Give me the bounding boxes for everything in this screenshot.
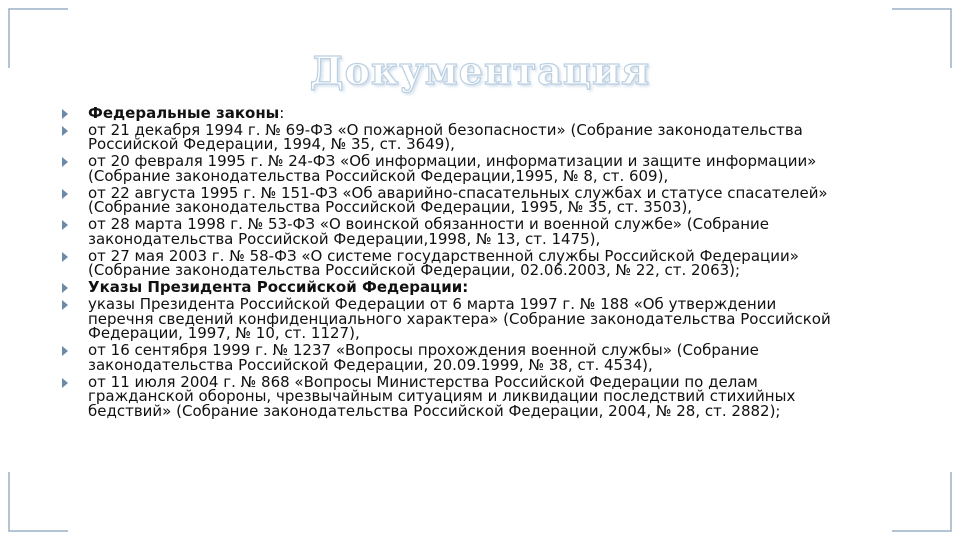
list-item-text: от 11 июля 2004 г. № 868 «Вопросы Министерства Российской Федерации по делам гражданской обороны, чрезвычайным ситуациям и ликвидации последствий стихийных бедствий» (Собрание законодательства Российской Федерации, 2004, № 28, ст. 2882); bbox=[88, 372, 796, 420]
list-item bbox=[62, 297, 832, 341]
list-item-heading: Указы Президента Российской Федерации: bbox=[88, 278, 469, 297]
list-item bbox=[62, 246, 832, 280]
list-item bbox=[62, 183, 832, 217]
list-item-text: от 16 сентября 1999 г. № 1237 «Вопросы прохождения военной службы» (Собрание законодательства Российской Федерации, 20.09.1999, № 38, ст. 4534), bbox=[88, 341, 759, 374]
list-item bbox=[62, 280, 832, 295]
list-item-text: : bbox=[279, 104, 285, 122]
bullet-arrow-icon bbox=[62, 189, 68, 199]
bullet-arrow-icon bbox=[62, 109, 68, 119]
legal-documents-list bbox=[62, 106, 832, 421]
list-item-heading: Федеральные законы bbox=[88, 104, 280, 122]
list-item bbox=[62, 154, 832, 183]
list-item bbox=[62, 106, 832, 121]
bullet-arrow-icon bbox=[62, 378, 68, 388]
list-item-text: от 22 августа 1995 г. № 151-ФЗ «Об аварийно-спасательных службах и статусе спасателей» (Собрание законодательства Российской Федерации, 1995, № 35, ст. 3503), bbox=[88, 183, 828, 217]
list-item-text: указы Президента Российской Федерации от 6 марта 1997 г. № 188 «Об утверждении перечня сведений конфиденциального характера» (Собрание законодательства Российской Федерации, 1997, № 10, ст. 1127), bbox=[88, 295, 831, 343]
bullet-arrow-icon bbox=[62, 300, 68, 310]
list-item-text: от 28 марта 1998 г. № 53-ФЗ «О воинской обязанности и военной службе» (Собрание законодательства Российской Федерации,1998, № 13, ст. 1475), bbox=[88, 215, 769, 248]
list-item-text: от 27 мая 2003 г. № 58-ФЗ «О системе государственной службы Российской Федерации» (Собрание законодательства Российской Федерации, 02.06.2003, № 22, ст. 2063); bbox=[88, 246, 799, 280]
list-item-text: от 21 декабря 1994 г. № 69-ФЗ «О пожарной безопасности» (Собрание законодательства Российской Федерации, 1994, № 35, ст. 3649), bbox=[88, 120, 803, 154]
bullet-arrow-icon bbox=[62, 157, 68, 167]
bullet-arrow-icon bbox=[62, 283, 68, 293]
bullet-arrow-icon bbox=[62, 126, 68, 136]
list-item bbox=[62, 217, 832, 246]
list-item-text: от 20 февраля 1995 г. № 24-ФЗ «Об информации, информатизации и защите информации» (Собрание законодательства Российской Федерации,1995, № 8, ст. 609), bbox=[88, 152, 817, 185]
list-item bbox=[62, 343, 832, 372]
bullet-arrow-icon bbox=[62, 346, 68, 356]
list-item bbox=[62, 120, 832, 154]
list-item bbox=[62, 372, 832, 420]
bullet-arrow-icon bbox=[62, 252, 68, 262]
bullet-arrow-icon bbox=[62, 220, 68, 230]
slide-title: Документация bbox=[309, 48, 651, 93]
